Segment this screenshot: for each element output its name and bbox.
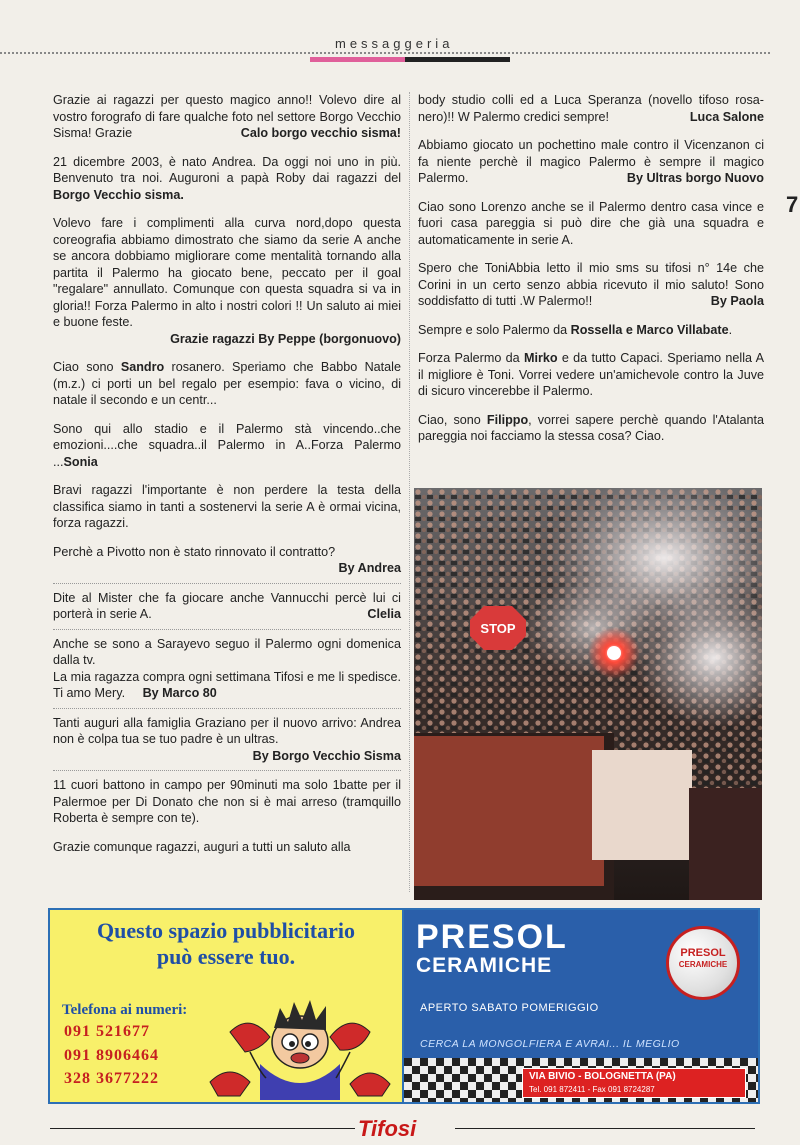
separator (53, 629, 401, 630)
phone-label: Telefona ai numeri: (62, 1002, 188, 1018)
message: body studio colli ed a Luca Speranza (novello tifoso rosa-nero)!! W Palermo credici sempre! Luca Salone (418, 93, 764, 124)
message: Grazie comunque ragazzi, auguri a tutti un saluto alla (53, 839, 351, 854)
message-signature: Grazie ragazzi By Peppe (borgonuovo) (170, 331, 401, 346)
message-signature: Borgo Vecchio sisma. (53, 187, 184, 202)
message-signature: Sonia (63, 454, 98, 469)
stadium-crowd-photo (414, 488, 762, 900)
phone-number[interactable]: 091 521677 (64, 1023, 150, 1040)
section-title: messaggeria (335, 36, 454, 51)
message: Perchè a Pivotto non è stato rinnovato il contratto? By Andrea (53, 544, 401, 575)
separator (53, 583, 401, 584)
messages-right-column (418, 92, 764, 457)
message-signature: Clelia (367, 607, 401, 621)
address: VIA BIVIO - BOLOGNETTA (PA) (529, 1071, 676, 1082)
header-accent-dark (405, 57, 510, 62)
message: Spero che ToniAbbia letto il mio sms su tifosi n° 14e che Corini in un certo senzo abbia ricevuto il mio saluto! Sono soddisfatto di tutti .W Palermo!! By Paola (418, 261, 764, 308)
page-number: 7 (786, 192, 799, 217)
message: Volevo fare i complimenti alla curva nord,dopo questa coreografia abbiamo dimostrato che siamo da serie A anche se ancora dobbiamo migliorare come mentalità tornando alla partita il Palermo ha giocato bene, peccato per il goal "regalare" annullato. Comunque con questa squadra si va in gloria!! Forza Palermo in alto i nostri colori !! Un saluto ai miei e buone feste. Grazie ragazzi By Peppe (borgonuovo) (53, 216, 401, 346)
magazine-logo: Tifosi (358, 1116, 417, 1141)
phone-number[interactable]: 091 8906464 (64, 1047, 159, 1064)
message-signature: By Borgo Vecchio Sisma (252, 748, 401, 763)
message-signature: By Marco 80 (142, 686, 217, 700)
header-dotted-rule (0, 52, 770, 54)
hot-air-balloon-logo-icon: PRESOL CERAMICHE (666, 926, 740, 1000)
message: 11 cuori battono in campo per 90minuti ma solo 1batte per il Palermoe per Di Donato che non si è mai arreso (tramquillo Roberta è sempre con te). (53, 778, 401, 825)
contacts: Tel. 091 872411 - Fax 091 8724287 (529, 1085, 655, 1094)
message-signature: By Ultras borgo Nuovo (626, 171, 764, 185)
message: Anche se sono a Sarayevo seguo il Palermo ogni domenica dalla tv. La mia ragazza compra ogni settimana Tifosi e me li spedisce. Ti amo Mery. By Marco 80 (53, 636, 401, 700)
message: Ciao, sono Filippo, vorrei sapere perchè quando l'Atalanta pareggia noi facciamo la stessa cosa? Ciao. (418, 412, 764, 443)
brand-subtitle: CERAMICHE (416, 954, 553, 977)
message: Tanti auguri alla famiglia Graziano per il nuovo arrivo: Andrea non è colpa tua se tuo padre è un ultras. By Borgo Vecchio Sisma (53, 715, 401, 763)
cartoon-phone-man-icon (190, 992, 400, 1100)
message: Forza Palermo da Mirko e da tutto Capaci. Speriamo nella A il migliore è Toni. Vorrei vedere un'amichevole contro la Juve di sicuro vincerebbe il Palermo. (418, 351, 765, 398)
footer-rule (455, 1128, 755, 1129)
ad-title-line2: può essere tuo. (156, 944, 296, 969)
brand-name: PRESOL (416, 918, 568, 956)
message-signature: By Andrea (338, 561, 401, 575)
svg-text:STOP: STOP (480, 621, 516, 636)
presol-advertisement[interactable] (404, 908, 760, 1104)
column-divider (409, 92, 410, 892)
messages-left-column (53, 92, 401, 867)
advertisement-space[interactable] (48, 908, 404, 1104)
message-signature: Luca Salone (689, 109, 764, 124)
header-accent-pink (310, 57, 405, 62)
crowd-illustration (414, 488, 762, 900)
footer-rule (50, 1128, 355, 1129)
message: 21 dicembre 2003, è nato Andrea. Da oggi noi uno in più. Benvenuto tra noi. Auguroni a papà Roby dai ragazzi del Borgo Vecchio sisma. (53, 154, 401, 202)
stop-sign (470, 606, 526, 650)
address-box (522, 1068, 746, 1098)
message: Sono qui allo stadio e il Palermo stà vincendo..che emozioni....che squadra..il Palermo in A..Forza Palermo ...Sonia (53, 421, 401, 469)
phone-number[interactable]: 328 3677222 (64, 1070, 159, 1087)
message-signature: By Paola (710, 294, 764, 308)
ad-title-line1: Questo spazio pubblicitario (97, 918, 355, 943)
page-header (0, 0, 800, 70)
message: Abbiamo giocato un pochettino male contro il Vicenzanon ci fa niente perchè il magico Palermo è sempre il magico Palermo. By Ultras borgo Nuovo (418, 138, 764, 185)
message: Sempre e solo Palermo da Rossella e Marco Villabate. (418, 322, 733, 337)
message: Dite al Mister che fa giocare anche Vannucchi percè lui ci porterà in serie A. Clelia (53, 590, 401, 621)
separator (53, 708, 401, 709)
message: Grazie ai ragazzi per questo magico anno!! Volevo dire al vostro forografo di fare qualche foto nel settore Borgo Vecchio Sisma! Grazie Calo borgo vecchio sisma! (53, 93, 401, 140)
message: Bravi ragazzi l'importante è non perdere la testa della classifica siamo in tanti a sostenervi la serie A è ormai vicina, forza ragazzi. (53, 483, 401, 530)
message: Ciao sono Sandro rosanero. Speriamo che Babbo Natale (m.z.) ci porti un bel regalo per esempio: fava o vicino, di natale il secondo e un centr... (53, 360, 401, 407)
slogan: CERCA LA MONGOLFIERA E AVRAI... IL MEGLIO (420, 1038, 680, 1050)
separator (53, 770, 401, 771)
message: Ciao sono Lorenzo anche se il Palermo dentro casa vince e fuori casa pareggia si può dire che già una squadra e automaticamente in serie A. (418, 199, 764, 247)
opening-hours: APERTO SABATO POMERIGGIO (420, 1002, 599, 1014)
message-signature: Calo borgo vecchio sisma! (240, 126, 401, 140)
